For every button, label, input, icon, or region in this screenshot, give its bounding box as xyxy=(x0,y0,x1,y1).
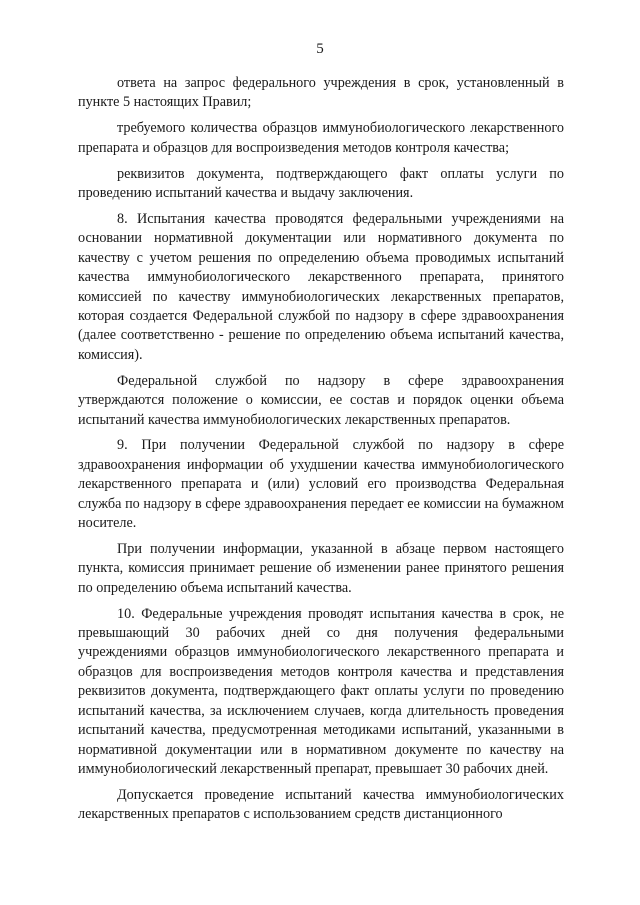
paragraph-item-10: 10. Федеральные учреждения проводят испытания качества в срок, не превышающий 30 рабочих дней со дня получения федеральными учреждениями образцов иммунобиологического лекарственного препарата и образцов для воспроизведения методов контроля качества и представления реквизитов документа, подтверждающего факт оплаты услуги по проведению испытаний качества, за исключением случаев, когда длительность проведения испытаний качества, предусмотренная методиками испытаний, указанными в нормативной документации или в нормативном документе по качеству на иммунобиологический лекарственный препарат, превышает 30 рабочих дней. xyxy=(78,605,564,777)
paragraph-item-8: 8. Испытания качества проводятся федеральными учреждениями на основании нормативной документации или нормативного документа по качеству с учетом решения по определению объема проводимых испытаний качества иммунобиологического лекарственного препарата, принятого комиссией по качеству иммунобиологических лекарственных препаратов, которая создается Федеральной службой по надзору в сфере здравоохранения (далее соответственно - решение по определению объема испытаний качества, комиссия). xyxy=(78,210,564,363)
paragraph-commission-decision: При получении информации, указанной в абзаце первом настоящего пункта, комиссия принимает решение об изменении ранее принятого решения по определению объема испытаний качества. xyxy=(78,540,564,596)
page-number: 5 xyxy=(316,41,324,57)
document-body xyxy=(78,74,564,831)
paragraph-required-samples: требуемого количества образцов иммунобиологического лекарственного препарата и образцов для воспроизведения методов контроля качества; xyxy=(78,120,564,156)
paragraph-response-deadline: ответа на запрос федерального учреждения в срок, установленный в пункте 5 настоящих Правил; xyxy=(78,75,564,111)
paragraph-payment-details: реквизитов документа, подтверждающего факт оплаты услуги по проведению испытаний качества и выдачу заключения. xyxy=(78,165,564,202)
paragraph-remote-testing: Допускается проведение испытаний качества иммунобиологических лекарственных препаратов с использованием средств дистанционного xyxy=(78,786,564,823)
paragraph-item-9: 9. При получении Федеральной службой по надзору в сфере здравоохранения информации об ухудшении качества иммунобиологического лекарственного препарата и (или) условий его производства Федеральная служба по надзору в сфере здравоохранения передает ее комиссии на бумажном носителе. xyxy=(78,437,564,532)
paragraph-commission-approval: Федеральной службой по надзору в сфере здравоохранения утверждаются положение о комиссии, ее состав и порядок оценки объема испытаний качества иммунобиологических лекарственных препаратов. xyxy=(78,372,564,428)
